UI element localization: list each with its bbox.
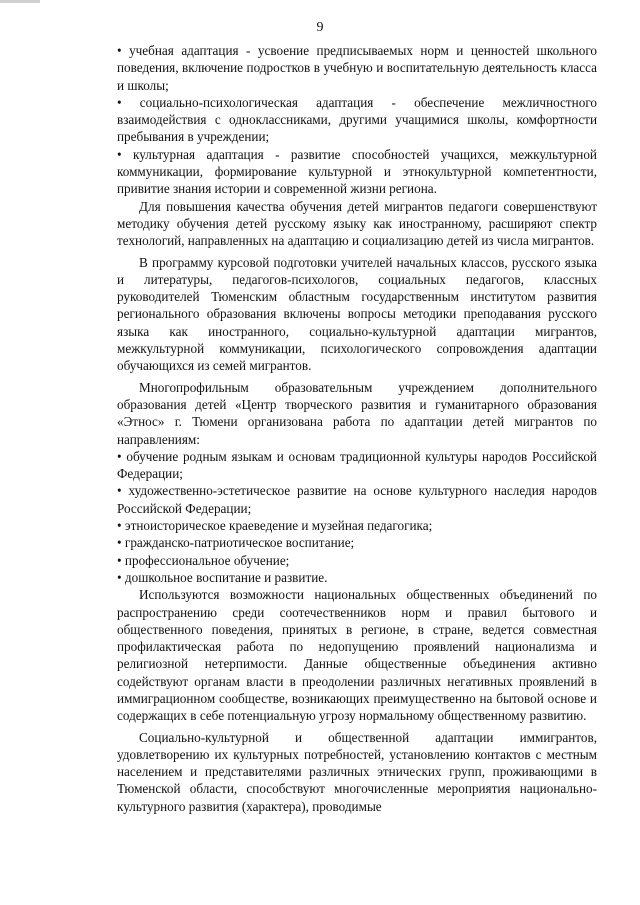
paragraph: Для повышения качества обучения детей мигрантов педагоги совершенствуют методику обучения детей русскому языку как иностранному, расширяют спектр технологий, направленных на адаптацию и социализацию детей из числа мигрантов. [117,198,597,249]
bullet-item: • дошкольное воспитание и развитие. [117,569,328,585]
paragraph: Используются возможности национальных общественных объединений по распространению среди соотечественников норм и правил бытового и общественного поведения, принятых в регионе, в стране, ведется совместная профилактическая работа по недопущению проявлений национализма и религиозной нетерпимости. Данные общественные объединения активно содействуют органам власти в преодолении различных негативных проявлений в иммиграционном сообществе, возникающих преимущественно на бытовой основе и содержащих в себе потенциальную угрозу нормальному общественному развитию. [117,587,597,724]
bullet-item: • обучение родным языкам и основам традиционной культуры народов Российской Федерации; [117,448,597,482]
paragraph: Многопрофильным образовательным учреждением дополнительного образования детей «Центр творческого развития и гуманитарного образования «Этнос» г. Тюмени организована работа по адаптации детей мигрантов по направлениям: [117,379,597,447]
paragraph: В программу курсовой подготовки учителей начальных классов, русского языка и литературы, педагогов-психологов, социальных педагогов, классных руководителей Тюменским областным государственным институтом развития регионального образования включены вопросы методики преподавания русского языка как иностранного, социально-культурной адаптации мигрантов, межкультурной коммуникации, психологического сопровождения адаптации обучающихся из семей мигрантов. [117,254,597,374]
bullet-item: • социально-психологическая адаптация - обеспечение межличностного взаимодействия с одноклассниками, другими учащимися школы, комфортности пребывания в учреждении; [117,94,597,145]
bullet-item: • профессиональное обучение; [117,552,290,568]
bullet-item: • этноисторическое краеведение и музейная педагогика; [117,518,433,534]
page-number: 9 [316,20,324,35]
bullet-item: • учебная адаптация - усвоение предписываемых норм и ценностей школьного поведения, включение подростков в учебную и воспитательную деятельность класса и школы; [117,43,597,93]
bullet-item: • гражданско-патриотическое воспитание; [117,535,355,551]
paragraph: Социально-культурной и общественной адаптации иммигрантов, удовлетворению их культурных потребностей, установлению контактов с местным населением и представителями различных этнических групп, проживающими в Тюменской области, способствуют многочисленные мероприятия национально-культурного развития (характера), проводимые [117,729,597,814]
bullet-item: • художественно-эстетическое развитие на основе культурного наследия народов Российской Федерации; [117,483,597,516]
body-text [117,42,597,815]
bullet-item: • культурная адаптация - развитие способностей учащихся, межкультурной коммуникации, формирование культурной и этнокультурной компетентности, привитие знания истории и современной жизни региона. [117,146,597,197]
